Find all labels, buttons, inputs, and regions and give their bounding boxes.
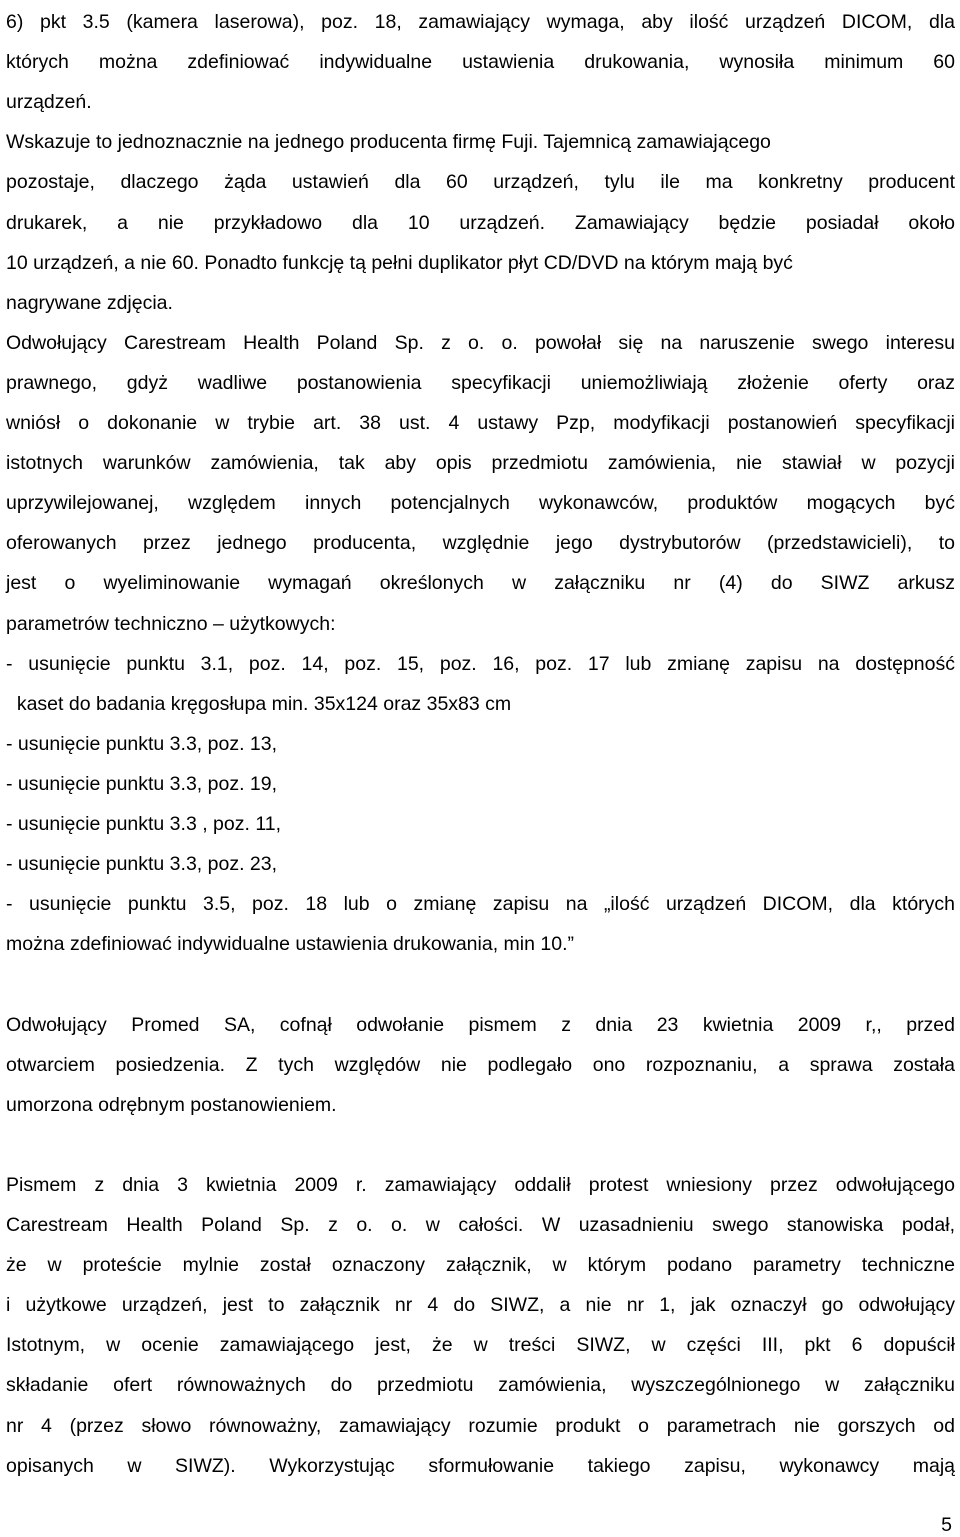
text-line: Carestream Health Poland Sp. z o. o. w całości. W uzasadnieniu swego stanowiska podał, [6, 1214, 955, 1236]
text-line: 6) pkt 3.5 (kamera laserowa), poz. 18, zamawiający wymaga, aby ilość urządzeń DICOM, dla [6, 11, 955, 33]
text-line: - usunięcie punktu 3.1, poz. 14, poz. 15, poz. 16, poz. 17 lub zmianę zapisu na dostępność [6, 652, 955, 675]
text-line: kaset do badania kręgosłupa min. 35x124 oraz 35x83 cm [6, 692, 512, 715]
text-line: Odwołujący Promed SA, cofnął odwołanie pismem z dnia 23 kwietnia 2009 r,, przed [6, 1013, 955, 1036]
text-line: nagrywane zdjęcia. [6, 291, 173, 314]
text-line: Wskazuje to jednoznacznie na jednego producenta firmę Fuji. Tajemnicą zamawiającego [6, 131, 771, 154]
text-line: których można zdefiniować indywidualne ustawienia drukowania, wynosiła minimum 60 [6, 51, 955, 74]
text-line: - usunięcie punktu 3.3, poz. 19, [6, 772, 278, 795]
text-line [6, 1125, 955, 1165]
text-line: - usunięcie punktu 3.3 , poz. 11, [6, 813, 281, 835]
text-line: 10 urządzeń, a nie 60. Ponadto funkcję tą pełni duplikator płyt CD/DVD na którym mają być [6, 251, 793, 274]
text-line: parametrów techniczno – użytkowych: [6, 612, 336, 635]
text-line: uprzywilejowanej, względem innych potencjalnych wykonawców, produktów mogących być [6, 492, 955, 515]
text-line: Odwołujący Carestream Health Poland Sp. z o. o. powołał się na naruszenie swego interesu [6, 331, 955, 354]
text-line: - usunięcie punktu 3.3, poz. 13, [6, 732, 278, 755]
text-line: wniósł o dokonanie w trybie art. 38 ust. 4 ustawy Pzp, modyfikacji postanowień specyfikacji [6, 412, 955, 434]
text-line: prawnego, gdyż wadliwe postanowienia specyfikacji uniemożliwiają złożenie oferty oraz [6, 371, 955, 394]
text-line: urządzeń. [6, 91, 92, 114]
text-line: i użytkowe urządzeń, jest to załącznik nr 4 do SIWZ, a nie nr 1, jak oznaczył go odwołujący [6, 1294, 955, 1317]
text-line: można zdefiniować indywidualne ustawienia drukowania, min 10.” [6, 933, 574, 956]
text-line: składanie ofert równoważnych do przedmiotu zamówienia, wyszczególnionego w załączniku [6, 1374, 955, 1397]
text-line: umorzona odrębnym postanowieniem. [6, 1093, 337, 1116]
text-line: pozostaje, dlaczego żąda ustawień dla 60 urządzeń, tylu ile ma konkretny producent [6, 171, 955, 194]
text-line: że w proteście mylnie został oznaczony załącznik, w którym podano parametry techniczne [6, 1254, 955, 1277]
text-line: - usunięcie punktu 3.5, poz. 18 lub o zmianę zapisu na „ilość urządzeń DICOM, dla których [6, 893, 955, 916]
text-line [6, 964, 955, 1004]
text-line: opisanych w SIWZ). Wykorzystując sformułowanie takiego zapisu, wykonawcy mają [6, 1454, 955, 1477]
text-line: istotnych warunków zamówienia, tak aby opis przedmiotu zamówienia, nie stawiał w pozycji [6, 452, 955, 475]
page-number: 5 [941, 1514, 952, 1536]
text-line: otwarciem posiedzenia. Z tych względów nie podlegało ono rozpoznaniu, a sprawa została [6, 1053, 955, 1076]
text-line: Istotnym, w ocenie zamawiającego jest, że w treści SIWZ, w części III, pkt 6 dopuścił [6, 1334, 955, 1357]
text-line: Pismem z dnia 3 kwietnia 2009 r. zamawiający oddalił protest wniesiony przez odwołującego [6, 1173, 955, 1196]
text-line: - usunięcie punktu 3.3, poz. 23, [6, 853, 278, 876]
text-line: oferowanych przez jednego producenta, względnie jego dystrybutorów (przedstawicieli), to [6, 532, 955, 555]
text-line: nr 4 (przez słowo równoważny, zamawiający rozumie produkt o parametrach nie gorszych od [6, 1414, 955, 1437]
text-line: jest o wyeliminowanie wymagań określonych w załączniku nr (4) do SIWZ arkusz [6, 572, 955, 595]
text-line: drukarek, a nie przykładowo dla 10 urządzeń. Zamawiający będzie posiadał około [6, 211, 955, 234]
